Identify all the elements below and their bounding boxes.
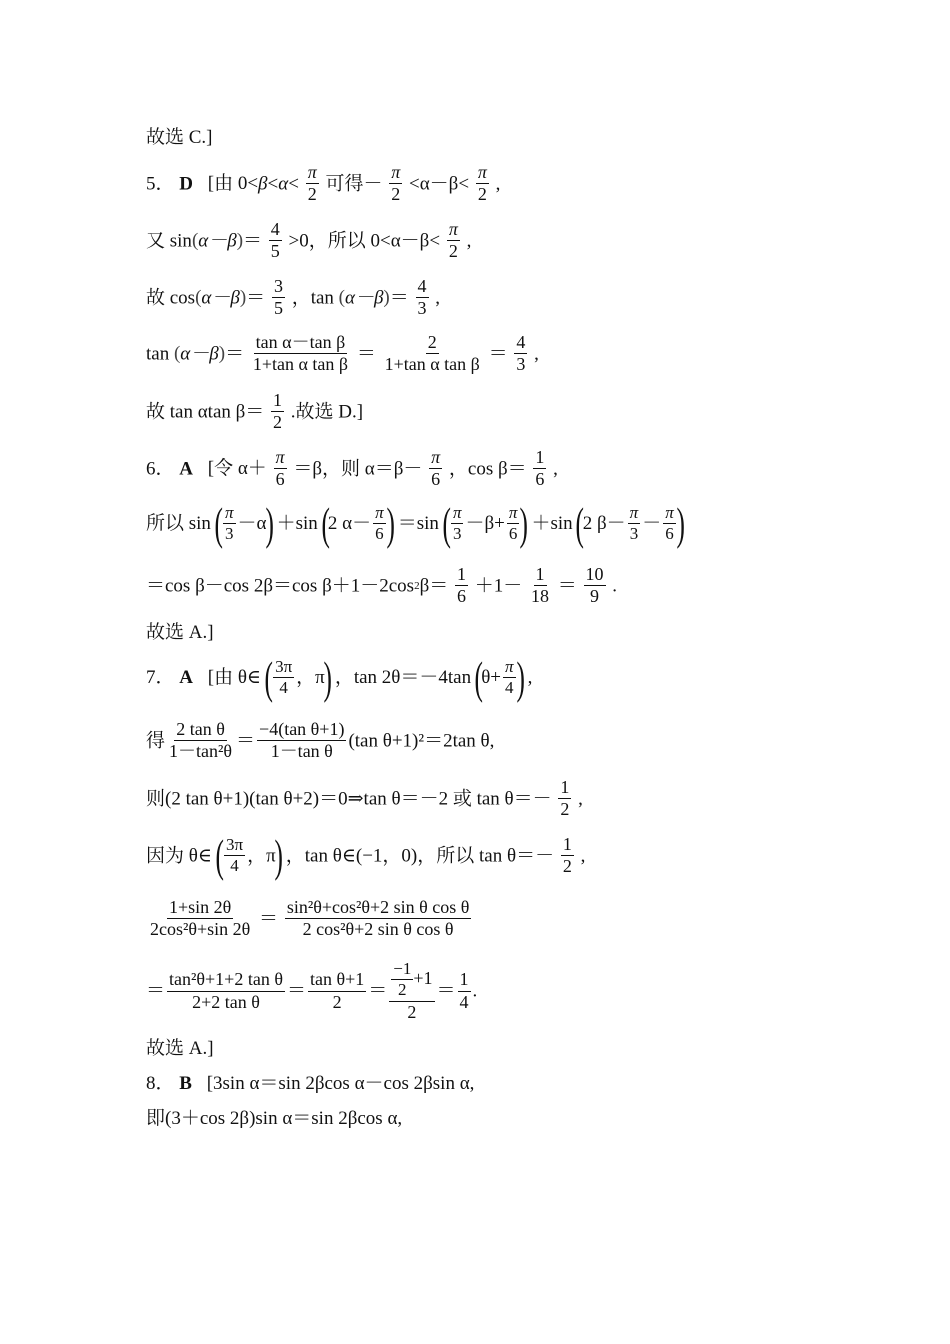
text-line xyxy=(146,1038,214,1058)
text-segment: (tan θ+1)²＝2tan θ, xyxy=(348,730,495,752)
fraction: $\frac{\pi}{3}$ xyxy=(452,502,462,544)
fraction: $\frac{\text{2 tan θ}}{\text{1－tan²θ}}$ xyxy=(169,719,233,762)
text-segment: 得 xyxy=(146,730,166,752)
text-segment: ＝cos β－cos 2β＝cos β＋1－2cos xyxy=(146,575,415,597)
answer-letter: A xyxy=(179,458,193,480)
question-5-line: 5． D [由 0<β<α< $\frac{\pi}{2}$ 可得－ $\frac{\pi}{2}$ <α－β< $\frac{\pi}{2}$ , xyxy=(146,162,501,205)
fraction: $\frac{\text{tan²θ+1+2 tan θ}}{\text{2+2 tan θ}}$ xyxy=(169,969,283,1012)
fraction: $\frac{\pi}{2}$ xyxy=(307,162,317,205)
fraction: $\frac{\pi}{4}$ xyxy=(505,656,514,698)
fraction: $\frac{\pi}{6}$ xyxy=(665,502,674,544)
math-expr: α－β xyxy=(344,287,384,309)
line-text: 故选 C.] xyxy=(146,127,213,149)
text-segment: < xyxy=(267,173,279,195)
math-line xyxy=(146,778,583,820)
text-segment: ＝sin xyxy=(397,513,439,535)
question-6-line xyxy=(146,448,558,490)
text-segment: , xyxy=(578,788,583,810)
text-segment: ＝ xyxy=(488,343,508,365)
fraction: $\frac{\pi}{3}$ xyxy=(629,502,639,544)
math-expr: α－β xyxy=(201,287,240,309)
math-line xyxy=(146,720,494,762)
text-segment: ＝ xyxy=(146,980,166,1002)
text-segment: θ+ xyxy=(481,667,502,689)
fraction: $\frac{10}{9}$ xyxy=(585,564,604,607)
fraction: $\frac{4}{3}$ xyxy=(417,276,427,319)
fraction: $\frac{\pi}{2}$ xyxy=(448,219,458,262)
text-segment: ＋sin xyxy=(531,513,573,535)
text-line xyxy=(146,127,213,147)
text-segment: ＝ xyxy=(246,287,266,309)
math-line: 又 sin(α－β)＝ $\frac{4}{5}$ >0，所以 0<α－β< $\frac{\pi}{2}$ , xyxy=(146,219,472,262)
compound-fraction: $\frac{-1}{2}$ +1 2 xyxy=(389,960,434,1022)
text-segment: [由 θ∈ xyxy=(207,667,261,689)
question-number: 7． xyxy=(146,667,175,689)
line-text: 即(3＋cos 2β)sin α＝sin 2βcos α, xyxy=(146,1108,403,1130)
text-segment: －β+ xyxy=(465,513,505,535)
text-segment: 因为 θ∈ xyxy=(146,845,212,867)
text-segment: < xyxy=(288,173,299,195)
text-segment: . xyxy=(472,980,478,1002)
line-text: 故选 A.] xyxy=(146,622,214,644)
math-line xyxy=(146,898,473,940)
fraction: $\frac{1}{6}$ xyxy=(456,564,466,607)
answer-letter: B xyxy=(179,1073,192,1095)
text-line xyxy=(146,622,214,642)
fraction: $\frac{\pi}{6}$ xyxy=(375,502,384,544)
fraction: $\frac{\text{−4(tan θ+1)}}{\text{1－tan θ}}$ xyxy=(259,719,345,762)
text-segment: .故选 D.] xyxy=(290,401,364,423)
fraction: $\frac{1}{18}$ xyxy=(531,564,549,607)
text-segment: ，cos β＝ xyxy=(448,458,527,480)
text-segment: ＝ xyxy=(236,730,256,752)
text-segment: ＝ xyxy=(243,230,263,252)
fraction: $\frac{\pi}{6}$ xyxy=(431,447,441,490)
text-segment: 可得－ xyxy=(325,173,383,195)
text-segment: ＝ xyxy=(389,287,409,309)
text-segment: 故 cos xyxy=(146,287,196,309)
text-segment: , xyxy=(435,287,441,309)
text-segment: ＝ xyxy=(368,980,388,1002)
text-segment: ＝β，则 α＝β－ xyxy=(293,458,423,480)
text-segment: , xyxy=(553,458,558,480)
text-segment: >0，所以 0<α－β< xyxy=(288,230,441,252)
line-text: 故选 A.] xyxy=(146,1038,214,1060)
text-segment: , xyxy=(466,230,472,252)
text-segment: 所以 sin xyxy=(146,513,211,535)
question-number: 6． xyxy=(146,458,175,480)
math-line: ＝cos β－cos 2β＝cos β＋1－2cos2β＝ $\frac{1}{6}$ ＋1－ $\frac{1}{18}$ ＝ $\frac{10}{9}$ . xyxy=(146,564,618,607)
math-line xyxy=(146,960,477,1022)
text-segment: . xyxy=(612,575,618,597)
math-line: 因为 θ∈ ( $\frac{3\pi}{4}$ ，π) ，tan θ∈(−1，0)，所以 tan θ＝－ $\frac{1}{2}$ , xyxy=(146,830,586,882)
text-segment: ＝ xyxy=(356,343,376,365)
fraction: $\frac{\pi}{6}$ xyxy=(275,447,285,490)
text-segment: －α xyxy=(237,513,267,535)
fraction: $\frac{2}{\text{1+tan α tan β}}$ xyxy=(384,332,480,375)
math-expr: α－β xyxy=(180,343,219,365)
text-segment: ＋1－ xyxy=(474,575,523,597)
fraction: $\frac{\pi}{2}$ xyxy=(477,162,487,205)
math-line xyxy=(146,391,363,433)
text-segment: 则(2 tan θ+1)(tan θ+2)＝0⇒tan θ＝－2 或 tan θ＝－ xyxy=(146,788,552,810)
text-segment: [由 0< xyxy=(207,173,259,195)
question-number: 5． xyxy=(146,173,175,195)
text-segment: [3sin α＝sin 2βcos α－cos 2βsin α, xyxy=(206,1073,475,1095)
math-expr: α－β xyxy=(198,230,237,252)
text-segment: － xyxy=(642,513,662,535)
fraction: $\frac{1}{2}$ xyxy=(562,834,572,877)
answer-letter: D xyxy=(179,173,193,195)
text-segment: ＝ xyxy=(225,343,245,365)
text-segment: ＝ xyxy=(259,908,279,930)
fraction: $\frac{\text{tan θ+1}}{2}$ xyxy=(309,969,365,1012)
fraction: $\frac{1}{2}$ xyxy=(273,390,283,433)
text-segment: ＋sin xyxy=(276,513,318,535)
fraction: $\frac{1}{6}$ xyxy=(535,447,545,490)
text-segment: ＝ xyxy=(436,980,456,1002)
question-7-line: 7． A [由 θ∈ ( $\frac{3\pi}{4}$ ，π) ，tan 2θ＝－4tan (θ+ $\frac{\pi}{4}$ ) , xyxy=(146,652,533,703)
text-segment: ，tan 2θ＝－4tan xyxy=(334,667,472,689)
text-segment: 又 sin xyxy=(146,230,192,252)
text-segment: [令 α＋ xyxy=(207,458,267,480)
text-line xyxy=(146,1108,402,1128)
question-number: 8． xyxy=(146,1073,175,1095)
question-8-line xyxy=(146,1073,474,1093)
fraction: $\frac{\pi}{3}$ xyxy=(225,502,234,544)
text-segment: ，tan xyxy=(291,287,334,309)
fraction: $\frac{4}{5}$ xyxy=(270,219,280,262)
fraction: $\frac{1+\sin 2\theta}{\text{2cos²θ+sin 2θ}}$ xyxy=(150,897,251,940)
fraction: $\frac{\pi}{2}$ xyxy=(391,162,401,205)
text-segment: , xyxy=(495,173,501,195)
text-segment: ，π xyxy=(296,667,325,689)
text-segment: ＝ xyxy=(286,980,306,1002)
fraction: $\frac{\text{sin²θ+cos²θ+2 sin θ cos θ}}{\text{2 cos²θ+2 sin θ cos θ}}$ xyxy=(286,897,470,940)
math-line: 所以 sin ( $\frac{\pi}{3}$ －α) ＋sin (2 α－ $\frac{\pi}{6}$ ) ＝sin ( $\frac{\pi}{3}$ －β+ $\frac{\pi}{6}$ ) ＋sin (2 β－ $\frac{\pi}{3}$ － $\frac{\pi}{6}$ ) xyxy=(146,498,685,549)
text-segment: tan xyxy=(146,343,170,365)
answer-letter: A xyxy=(179,667,193,689)
text-segment: , xyxy=(527,667,533,689)
text-segment: ＝ xyxy=(557,575,577,597)
text-segment: , xyxy=(534,343,539,365)
fraction: $\frac{4}{3}$ xyxy=(516,332,526,375)
text-segment: 2 α－ xyxy=(327,513,372,535)
text-segment: ，π xyxy=(247,845,276,867)
text-segment: , xyxy=(580,845,586,867)
text-segment: β＝ xyxy=(419,575,449,597)
fraction: $\frac{\pi}{6}$ xyxy=(508,502,518,544)
math-line: 故 cos(α－β)＝ $\frac{3}{5}$ ，tan (α－β)＝ $\frac{4}{3}$ , xyxy=(146,276,441,319)
fraction: $\frac{\text{tan α－tan β}}{\text{1+tan α tan β}}$ xyxy=(252,332,349,375)
fraction: $\frac{3\pi}{4}$ xyxy=(226,835,244,876)
text-segment: ，tan θ∈(−1，0)，所以 tan θ＝－ xyxy=(285,845,555,867)
fraction: $\frac{3}{5}$ xyxy=(273,276,283,319)
math-line: tan (α－β)＝ $\frac{\text{tan α－tan β}}{\text{1+tan α tan β}}$ ＝ $\frac{2}{\text{1+tan α tan β}}$ ＝ $\frac{4}{3}$ , xyxy=(146,332,539,375)
text-segment: <α－β< xyxy=(409,173,470,195)
text-segment: 故 tan αtan β＝ xyxy=(146,401,265,423)
fraction: $\frac{1}{2}$ xyxy=(560,777,570,820)
fraction: $\frac{1}{4}$ xyxy=(459,969,469,1012)
fraction: $\frac{3\pi}{4}$ xyxy=(275,656,293,698)
text-segment: 2 β－ xyxy=(582,513,626,535)
